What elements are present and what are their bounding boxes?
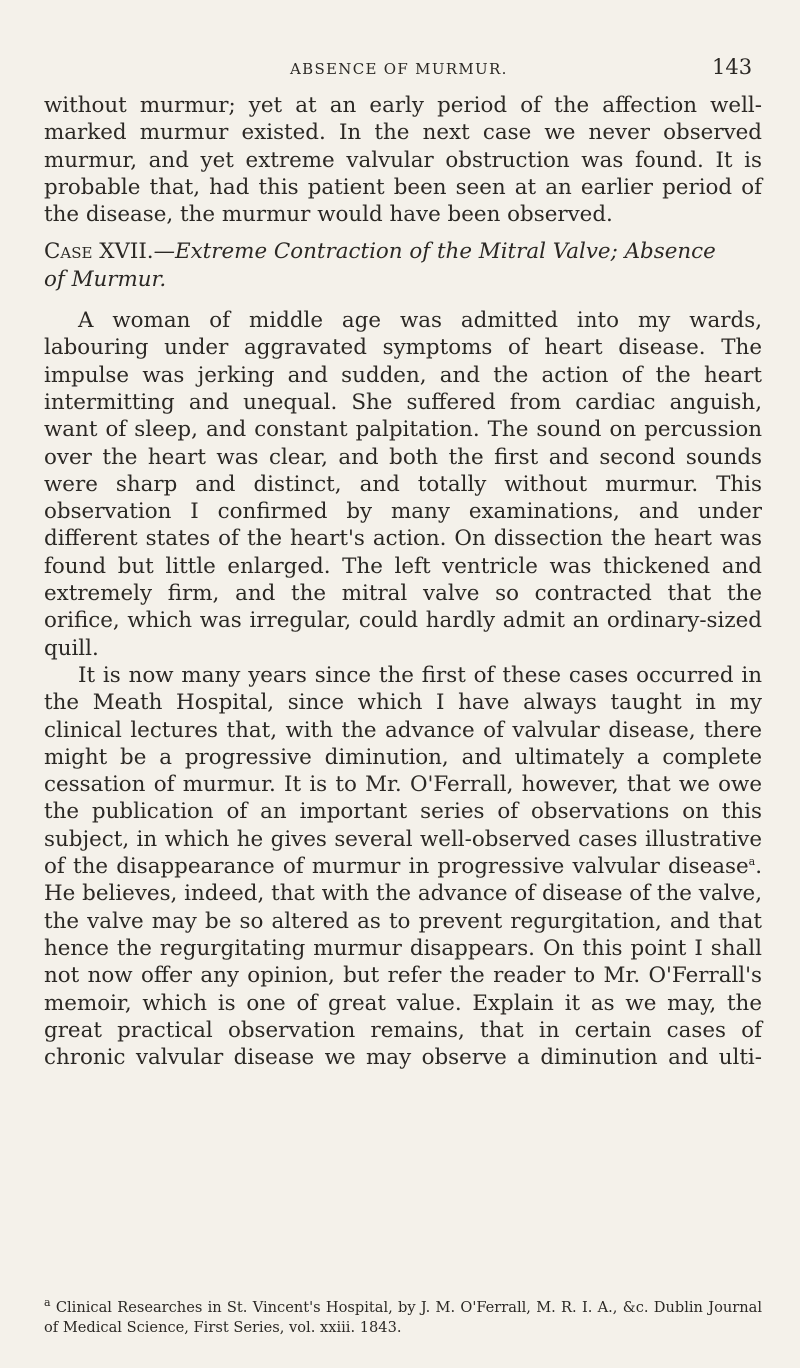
case-subtitle: of Murmur. — [44, 266, 167, 292]
case-title: —Extreme Contraction of the Mitral Valve; Absence — [153, 239, 716, 265]
case-heading — [44, 238, 762, 293]
footnote-mark: a — [44, 1296, 51, 1310]
discussion-paragraph — [44, 662, 762, 1071]
case-body-paragraph: A woman of middle age was admitted into my wards, labouring under aggravated symptoms of heart disease. The impulse was jerking and sudden, and the action of the heart intermitting and unequal. She suffered from cardiac anguish, want of sleep, and constant palpitation. The sound on percussion over the heart was clear, and both the first and second sounds were sharp and distinct, and totally without murmur. This observation I confirmed by many examinations, and under different states of the heart's action. On dissection the heart was found but little enlarged. The left ventricle was thickened and extremely firm, and the mitral valve so contracted that the orifice, which was irregular, could hardly admit an ordinary-sized quill. — [44, 308, 762, 661]
footnote-text: Clinical Researches in St. Vincent's Hospital, by J. M. O'Ferrall, M. R. I. A., &c. Dublin Journal of Medical Science, First Series, vol. xxiii. 1843. — [44, 1299, 762, 1336]
body-text — [44, 92, 762, 1071]
running-title: ABSENCE OF MURMUR. — [290, 60, 508, 78]
discussion-text-before-ref: It is now many years since the first of these cases occurred in the Meath Hospital, since which I have always taught in my clinical lectures that, with the advance of valvular disease, there might be a progressive diminution, and ultimately a complete cessation of murmur. It is to Mr. O'Ferrall, however, that we owe the publication of an important series of observations on this subject, in which he gives several well-observed cases illustrative of the disappearance of murmur in progressive valvular disease — [44, 662, 762, 880]
footnote — [44, 1298, 762, 1338]
page-number: 143 — [712, 55, 753, 79]
case-label: Case XVII. — [44, 239, 154, 265]
intro-paragraph: without murmur; yet at an early period of the affection well-marked murmur existed. In the next case we never observed murmur, and yet extreme valvular obstruction was found. It is probable that, had this patient been seen at an earlier period of the disease, the murmur would have been observed. — [44, 93, 762, 228]
footnote-reference-mark: a — [748, 854, 756, 868]
discussion-text-after-ref: . He believes, indeed, that with the advance of disease of the valve, the valve may be so altered as to prevent regurgitation, and that hence the regurgitating murmur disappears. On this point I shall not now offer any opinion, but refer the reader to Mr. O'Ferrall's memoir, which is one of great value. Explain it as we may, the great practical observation remains, that in certain cases of chronic valvular disease we may observe a diminution and ulti- — [44, 854, 762, 1071]
